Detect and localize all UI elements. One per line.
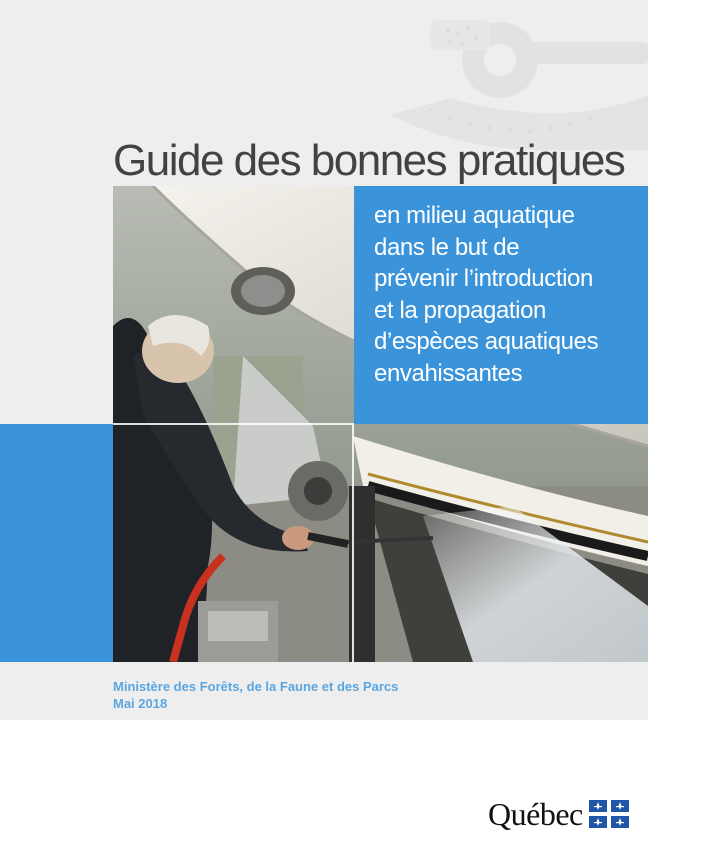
subtitle-line: dans le but de — [374, 233, 520, 261]
subtitle-line: prévenir l’introduction — [374, 265, 593, 292]
subtitle-line: d’espèces aquatiques — [374, 328, 599, 355]
boat-trailer-graphic — [390, 0, 648, 150]
photo-divider-vertical — [352, 424, 354, 662]
blue-accent-block — [0, 424, 113, 662]
quebec-logo — [488, 794, 629, 834]
quebec-wordmark: Québec — [488, 796, 583, 832]
fleurdelise-flag-icon — [589, 800, 629, 828]
subtitle-line: en milieu aquatique — [374, 202, 575, 229]
subtitle-panel — [354, 186, 648, 424]
guide-title: Guide des bonnes pratiques — [113, 136, 625, 185]
publication-date: Mai 2018 — [113, 696, 168, 711]
subtitle-line: et la propagation — [374, 296, 547, 324]
photo-divider-horizontal — [113, 423, 354, 425]
ministry-name: Ministère des Forêts, de la Faune et des Parcs — [113, 679, 399, 694]
publisher-info — [113, 678, 398, 712]
subtitle-line: envahissantes — [374, 359, 523, 387]
